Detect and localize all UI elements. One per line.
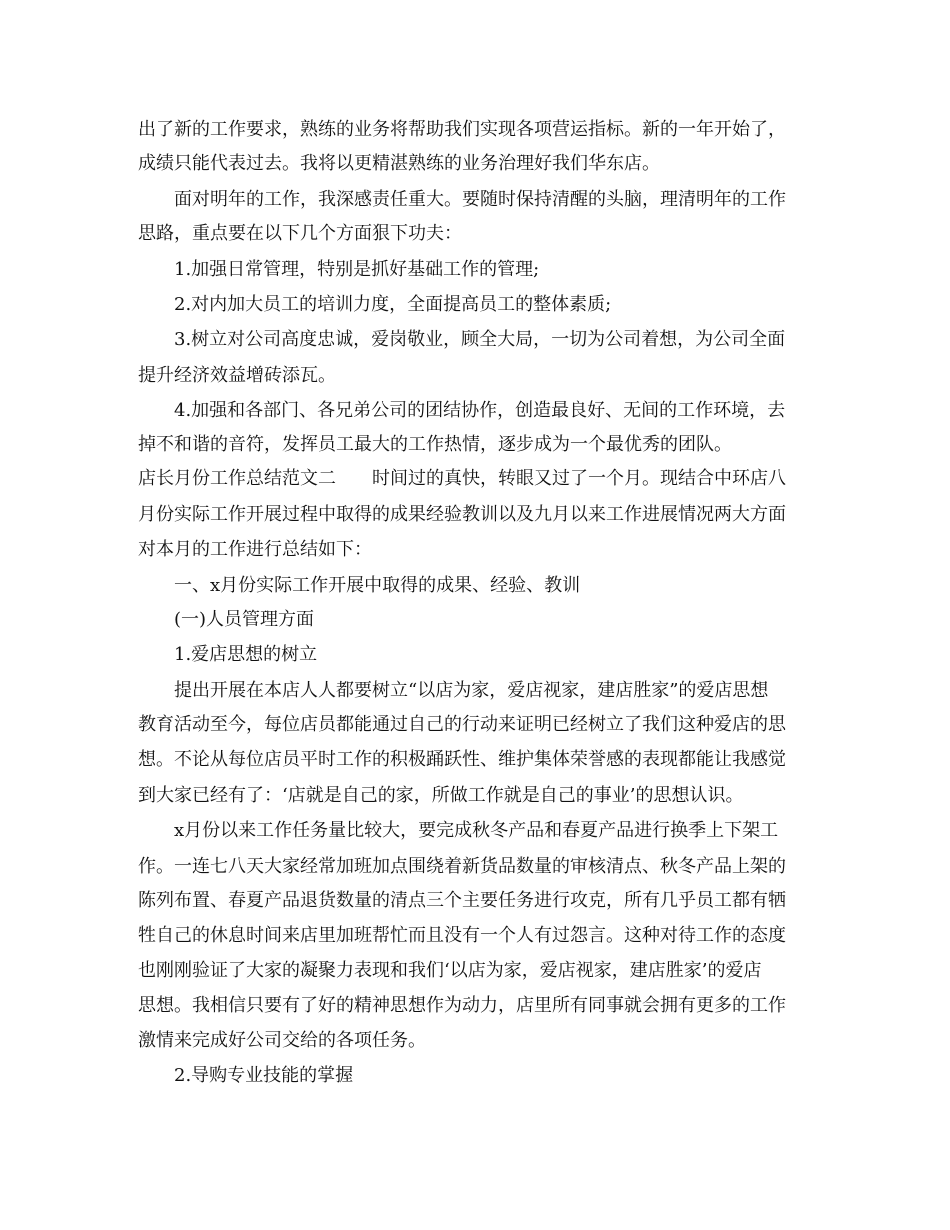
text-line: 教育活动至今，每位店员都能通过自己的行动来证明已经树立了我们这种爱店的思: [138, 714, 786, 735]
text-line: 1.加强日常管理，特别是抓好基础工作的管理;: [174, 259, 540, 280]
text-line: 面对明年的工作，我深感责任重大。要随时保持清醒的头脑，理清明年的工作: [174, 189, 786, 210]
section-title-line: 店长月份工作总结范文二 时间过的真快，转眼又过了一个月。现结合中环店八: [138, 468, 786, 489]
text-line: 激情来完成好公司交给的各项任务。: [138, 1030, 426, 1051]
heading-line: 一、x月份实际工作开展中取得的成果、经验、教训: [174, 575, 581, 596]
heading-line: 1.爱店思想的树立: [174, 644, 318, 665]
text-line: 陈列布置、春夏产品退货数量的清点三个主要任务进行攻克，所有几乎员工都有牺: [138, 890, 786, 911]
text-line: 掉不和谐的音符，发挥员工最大的工作热情，逐步成为一个最优秀的团队。: [138, 434, 732, 455]
text-line: 也刚刚验证了大家的凝聚力表现和我们‘以店为家，爱店视家，建店胜家’的爱店: [138, 960, 762, 981]
text-line: x月份以来工作任务量比较大，要完成秋冬产品和春夏产品进行换季上下架工: [174, 820, 779, 841]
text-line: 提出开展在本店人人都要树立“以店为家，爱店视家，建店胜家”的爱店思想: [174, 680, 769, 701]
text-line: 作。一连七八天大家经常加班加点围绕着新货品数量的审核清点、秋冬产品上架的: [138, 856, 786, 877]
text-line: 对本月的工作进行总结如下：: [138, 539, 372, 560]
text-line: 3.树立对公司高度忠诚，爱岗敬业，顾全大局，一切为公司着想，为公司全面: [174, 329, 786, 350]
heading-line: (一)人员管理方面: [174, 609, 315, 630]
text-line: 2.对内加大员工的培训力度，全面提高员工的整体素质;: [174, 294, 612, 315]
heading-line: 2.导购专业技能的掌握: [174, 1065, 354, 1086]
text-line: 4.加强和各部门、各兄弟公司的团结协作，创造最良好、无间的工作环境，去: [174, 400, 786, 421]
text-line: 想。不论从每位店员平时工作的积极踊跃性、维护集体荣誉感的表现都能让我感觉: [138, 749, 786, 770]
text-line: 成绩只能代表过去。我将以更精湛熟练的业务治理好我们华东店。: [138, 153, 660, 174]
text-line: 提升经济效益增砖添瓦。: [138, 365, 336, 386]
text-line: 思想。我相信只要有了好的精神思想作为动力，店里所有同事就会拥有更多的工作: [138, 995, 786, 1016]
text-line: 出了新的工作要求，熟练的业务将帮助我们实现各项营运指标。新的一年开始了，: [138, 119, 786, 140]
text-line: 牲自己的休息时间来店里加班帮忙而且没有一个人有过怨言。这种对待工作的态度: [138, 925, 786, 946]
text-line: 到大家已经有了：‘店就是自己的家，所做工作就是自己的事业’的思想认识。: [138, 785, 744, 806]
text-line: 月份实际工作开展过程中取得的成果经验教训以及九月以来工作进展情况两大方面: [138, 504, 786, 525]
text-line: 思路，重点要在以下几个方面狠下功夫：: [138, 223, 462, 244]
